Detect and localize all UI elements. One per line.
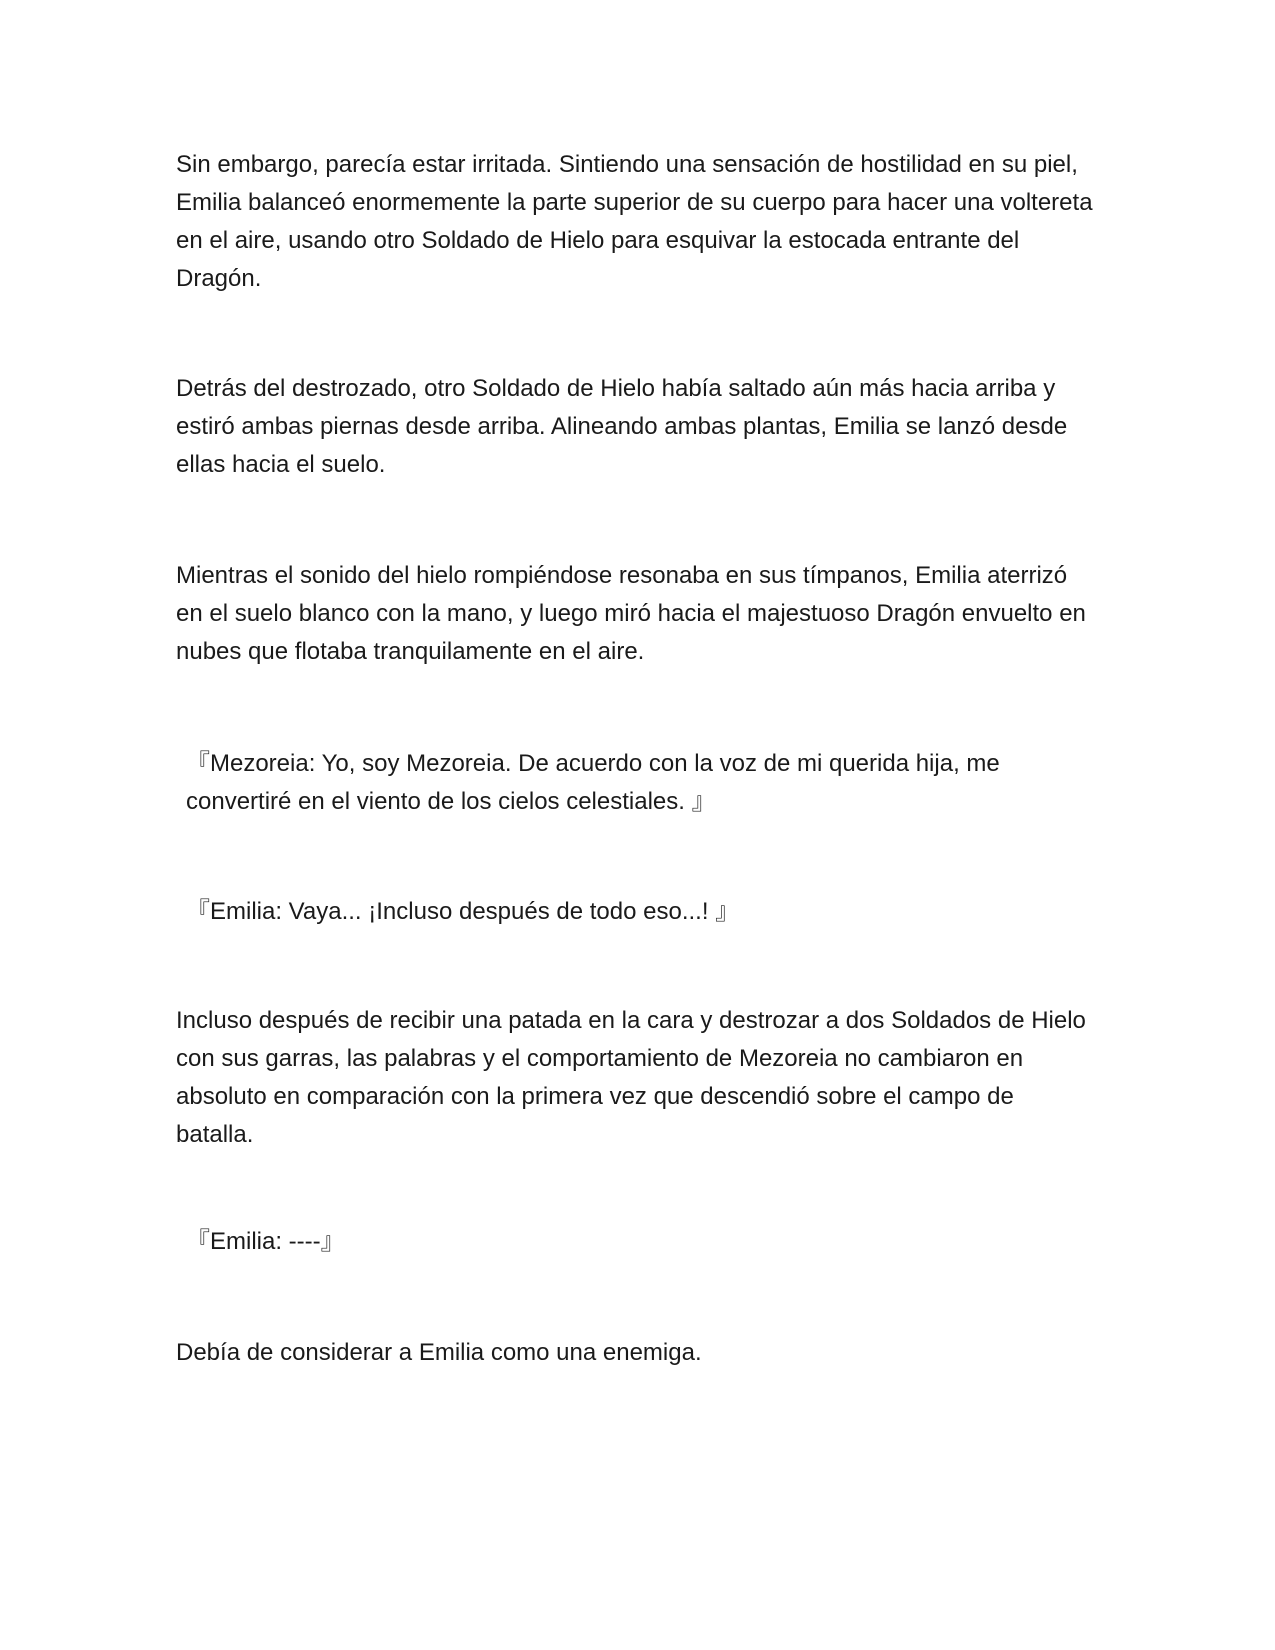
paragraph-4: Incluso después de recibir una patada en la cara y destrozar a dos Soldados de Hielo con sus garras, las palabras y el comportamiento de Mezoreia no cambiaron en absoluto en comparación con la primera vez que descendió sobre el campo de batalla.: [176, 1007, 1086, 1148]
paragraph-1: Sin embargo, parecía estar irritada. Sintiendo una sensación de hostilidad en su piel, Emilia balanceó enormemente la parte superior de su cuerpo para hacer una voltereta en el aire, usando otro Soldado de Hielo para esquivar la estocada entrante del Dragón.: [176, 151, 1093, 292]
paragraph-2: Detrás del destrozado, otro Soldado de Hielo había saltado aún más hacia arriba y estiró ambas piernas desde arriba. Alineando ambas plantas, Emilia se lanzó desde ellas hacia el suelo.: [176, 375, 1068, 478]
dialogue-mezoreia: 『Mezoreia: Yo, soy Mezoreia. De acuerdo con la voz de mi querida hija, me convertiré en el viento de los cielos celestiales. 』: [186, 750, 1000, 815]
dialogue-emilia-2: 『Emilia: ----』: [186, 1228, 345, 1255]
paragraph-3: Mientras el sonido del hielo rompiéndose resonaba en sus tímpanos, Emilia aterrizó en el suelo blanco con la mano, y luego miró hacia el majestuoso Dragón envuelto en nubes que flotaba tranquilamente en el aire.: [176, 562, 1086, 665]
paragraph-5: Debía de considerar a Emilia como una enemiga.: [176, 1339, 702, 1366]
dialogue-emilia-1: 『Emilia: Vaya... ¡Incluso después de todo eso...! 』: [186, 898, 740, 925]
